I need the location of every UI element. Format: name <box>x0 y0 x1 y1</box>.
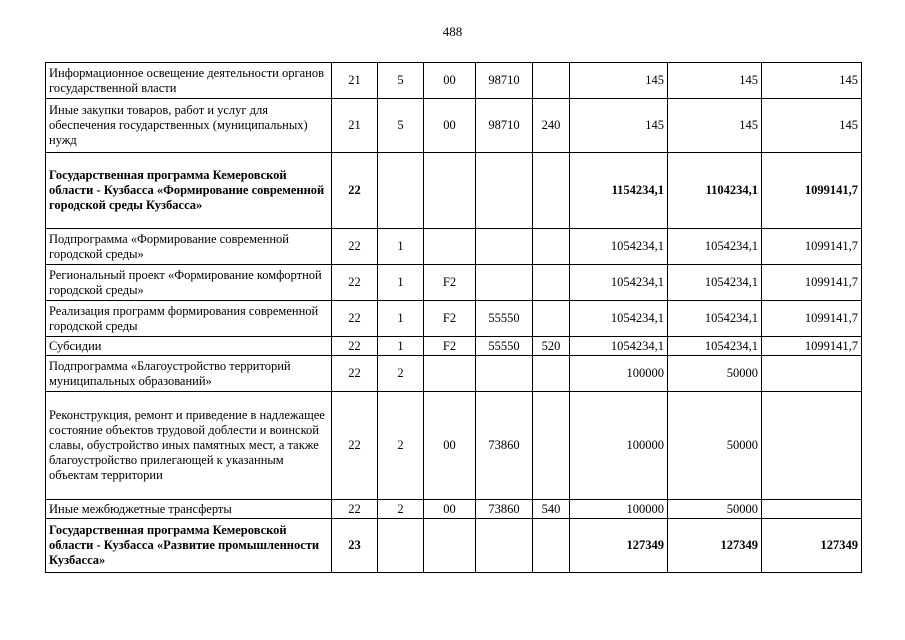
program-code: 23 <box>332 519 378 573</box>
direction-code: 98710 <box>476 99 533 153</box>
direction-code: 98710 <box>476 63 533 99</box>
subprogram-code: 5 <box>378 99 424 153</box>
subprogram-code: 1 <box>378 301 424 337</box>
amount-year-2: 1054234,1 <box>668 301 762 337</box>
expense-type-code <box>533 265 570 301</box>
amount-year-1: 145 <box>570 63 668 99</box>
amount-year-3: 1099141,7 <box>762 229 862 265</box>
amount-year-2: 1054234,1 <box>668 337 762 356</box>
direction-code <box>476 265 533 301</box>
row-name: Реконструкция, ремонт и приведение в надлежащее состояние объектов трудовой доблести и воинской славы, обустройство иных памятных мест, а также благоустройство прилегающей к указанным объектам территории <box>46 392 332 500</box>
expense-type-code: 520 <box>533 337 570 356</box>
amount-year-3 <box>762 356 862 392</box>
event-code: F2 <box>424 337 476 356</box>
expense-type-code <box>533 392 570 500</box>
row-name: Государственная программа Кемеровской области - Кузбасса «Формирование современной городской среды Кузбасса» <box>46 153 332 229</box>
row-name: Иные закупки товаров, работ и услуг для обеспечения государственных (муниципальных) нужд <box>46 99 332 153</box>
row-name: Подпрограмма «Формирование современной городской среды» <box>46 229 332 265</box>
event-code: F2 <box>424 265 476 301</box>
amount-year-2: 145 <box>668 63 762 99</box>
expense-type-code <box>533 301 570 337</box>
direction-code: 55550 <box>476 337 533 356</box>
subprogram-code: 2 <box>378 500 424 519</box>
table-row <box>46 356 862 392</box>
amount-year-2: 127349 <box>668 519 762 573</box>
table-row <box>46 63 862 99</box>
amount-year-3: 145 <box>762 99 862 153</box>
event-code: 00 <box>424 500 476 519</box>
event-code <box>424 356 476 392</box>
amount-year-2: 145 <box>668 99 762 153</box>
row-name: Государственная программа Кемеровской области - Кузбасса «Развитие промышленности Кузбасса» <box>46 519 332 573</box>
expense-type-code <box>533 356 570 392</box>
expense-type-code <box>533 519 570 573</box>
subprogram-code <box>378 153 424 229</box>
program-code: 22 <box>332 153 378 229</box>
expense-type-code <box>533 63 570 99</box>
amount-year-1: 100000 <box>570 500 668 519</box>
event-code <box>424 229 476 265</box>
amount-year-1: 1154234,1 <box>570 153 668 229</box>
table-row <box>46 99 862 153</box>
row-name: Субсидии <box>46 337 332 356</box>
subprogram-code: 1 <box>378 265 424 301</box>
expense-type-code <box>533 229 570 265</box>
amount-year-3: 1099141,7 <box>762 301 862 337</box>
direction-code <box>476 356 533 392</box>
amount-year-3: 145 <box>762 63 862 99</box>
row-name: Иные межбюджетные трансферты <box>46 500 332 519</box>
event-code: 00 <box>424 99 476 153</box>
amount-year-1: 1054234,1 <box>570 337 668 356</box>
direction-code <box>476 153 533 229</box>
amount-year-3: 127349 <box>762 519 862 573</box>
row-name: Региональный проект «Формирование комфортной городской среды» <box>46 265 332 301</box>
subprogram-code: 2 <box>378 392 424 500</box>
amount-year-1: 100000 <box>570 392 668 500</box>
amount-year-1: 1054234,1 <box>570 229 668 265</box>
subprogram-code: 5 <box>378 63 424 99</box>
page-number: 488 <box>442 24 463 39</box>
table-row <box>46 392 862 500</box>
subprogram-code <box>378 519 424 573</box>
program-code: 22 <box>332 356 378 392</box>
expense-type-code: 540 <box>533 500 570 519</box>
subprogram-code: 1 <box>378 229 424 265</box>
direction-code <box>476 229 533 265</box>
row-name: Информационное освещение деятельности органов государственной власти <box>46 63 332 99</box>
program-code: 22 <box>332 229 378 265</box>
amount-year-2: 50000 <box>668 392 762 500</box>
amount-year-1: 145 <box>570 99 668 153</box>
amount-year-1: 100000 <box>570 356 668 392</box>
direction-code <box>476 519 533 573</box>
subprogram-code: 2 <box>378 356 424 392</box>
amount-year-3: 1099141,7 <box>762 265 862 301</box>
amount-year-3 <box>762 392 862 500</box>
program-code: 22 <box>332 392 378 500</box>
event-code: F2 <box>424 301 476 337</box>
program-code: 21 <box>332 63 378 99</box>
program-code: 21 <box>332 99 378 153</box>
direction-code: 73860 <box>476 392 533 500</box>
table-row <box>46 337 862 356</box>
amount-year-3: 1099141,7 <box>762 153 862 229</box>
amount-year-1: 1054234,1 <box>570 265 668 301</box>
row-name: Реализация программ формирования современной городской среды <box>46 301 332 337</box>
direction-code: 55550 <box>476 301 533 337</box>
amount-year-1: 1054234,1 <box>570 301 668 337</box>
amount-year-2: 1054234,1 <box>668 229 762 265</box>
table-row <box>46 153 862 229</box>
program-code: 22 <box>332 500 378 519</box>
amount-year-1: 127349 <box>570 519 668 573</box>
expense-type-code: 240 <box>533 99 570 153</box>
table-row <box>46 229 862 265</box>
table-row <box>46 265 862 301</box>
program-code: 22 <box>332 265 378 301</box>
amount-year-3 <box>762 500 862 519</box>
table-row <box>46 519 862 573</box>
event-code: 00 <box>424 63 476 99</box>
event-code <box>424 519 476 573</box>
event-code <box>424 153 476 229</box>
direction-code: 73860 <box>476 500 533 519</box>
subprogram-code: 1 <box>378 337 424 356</box>
row-name: Подпрограмма «Благоустройство территорий муниципальных образований» <box>46 356 332 392</box>
program-code: 22 <box>332 337 378 356</box>
table-row <box>46 500 862 519</box>
program-code: 22 <box>332 301 378 337</box>
expense-type-code <box>533 153 570 229</box>
amount-year-3: 1099141,7 <box>762 337 862 356</box>
amount-year-2: 1054234,1 <box>668 265 762 301</box>
budget-table <box>45 62 862 573</box>
table-row <box>46 301 862 337</box>
amount-year-2: 50000 <box>668 500 762 519</box>
event-code: 00 <box>424 392 476 500</box>
amount-year-2: 1104234,1 <box>668 153 762 229</box>
amount-year-2: 50000 <box>668 356 762 392</box>
